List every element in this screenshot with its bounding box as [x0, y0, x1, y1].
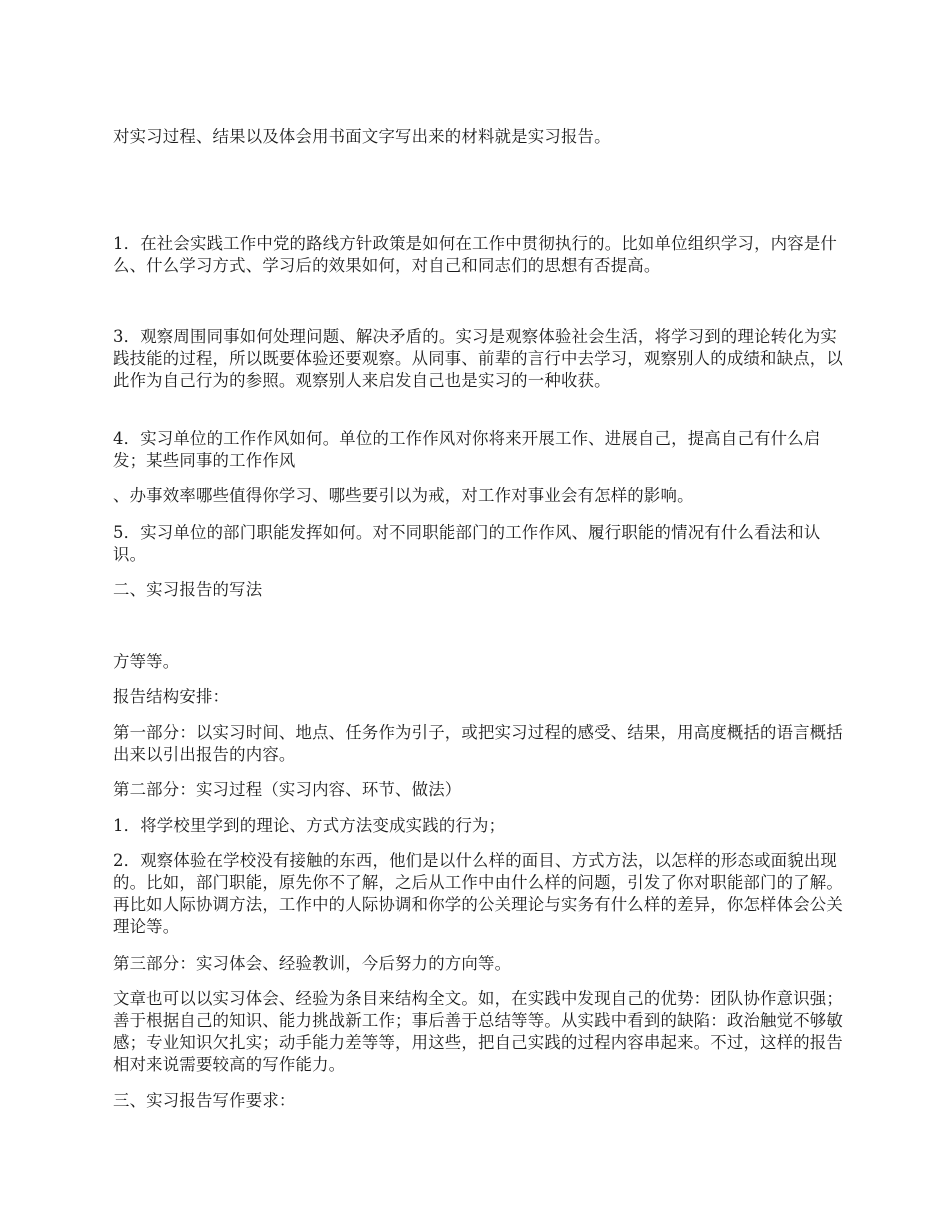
paragraph-structure-alt: 文章也可以以实习体会、经验为条目来结构全文。如，在实践中发现自己的优势：团队协作意识强；善于根据自己的知识、能力挑战新工作；事后善于总结等等。从实践中看到的缺陷：政治触觉不够敏感；专业知识欠扎实；动手能力差等等，用这些，把自己实践的过程内容串起来。不过，这样的报告相对来说需要较高的写作能力。 — [113, 989, 843, 1074]
paragraph-part-1: 第一部分：以实习时间、地点、任务作为引子，或把实习过程的感受、结果，用高度概括的语言概括出来以引出报告的内容。 — [113, 723, 843, 764]
paragraph-item-3: 3．观察周围同事如何处理问题、解决矛盾的。实习是观察体验社会生活，将学习到的理论转化为实践技能的过程，所以既要体验还要观察。从同事、前辈的言行中去学习，观察别人的成绩和缺点，以此作为自己行为的参照。观察别人来启发自己也是实习的一种收获。 — [113, 327, 843, 390]
paragraph-part-2-item-2: 2．观察体验在学校没有接触的东西，他们是以什么样的面目、方式方法，以怎样的形态或面貌出现的。比如，部门职能，原先你不了解，之后从工作中由什么样的问题，引发了你对职能部门的了解。再比如人际协调方法，工作中的人际协调和你学的公关理论与实务有什么样的差异，你怎样体会公关理论等。 — [113, 851, 843, 936]
paragraph-item-1: 1．在社会实践工作中党的路线方针政策是如何在工作中贯彻执行的。比如单位组织学习，内容是什么、什么学习方式、学习后的效果如何，对自己和同志们的思想有否提高。 — [113, 234, 838, 275]
section-heading-3: 三、实习报告写作要求： — [113, 1091, 296, 1110]
paragraph-part-2-item-1: 1．将学校里学到的理论、方式方法变成实践的行为； — [113, 816, 506, 835]
paragraph-item-4-continued: 、办事效率哪些值得你学习、哪些要引以为戒，对工作对事业会有怎样的影响。 — [113, 486, 694, 505]
section-heading-2: 二、实习报告的写法 — [113, 580, 263, 599]
paragraph-item-5: 5．实习单位的部门职能发挥如何。对不同职能部门的工作作风、履行职能的情况有什么看法和认识。 — [113, 523, 821, 564]
paragraph-item-4: 4．实习单位的工作作风如何。单位的工作作风对你将来开展工作、进展自己，提高自己有什么启发；某些同事的工作作风 — [113, 429, 821, 470]
paragraph-structure-label: 报告结构安排： — [113, 687, 230, 706]
paragraph-part-2: 第二部分：实习过程（实习内容、环节、做法） — [113, 780, 462, 799]
paragraph-intro: 对实习过程、结果以及体会用书面文字写出来的材料就是实习报告。 — [113, 127, 611, 146]
paragraph-part-3: 第三部分：实习体会、经验教训，今后努力的方向等。 — [113, 954, 512, 973]
paragraph-fragment: 方等等。 — [113, 652, 180, 671]
